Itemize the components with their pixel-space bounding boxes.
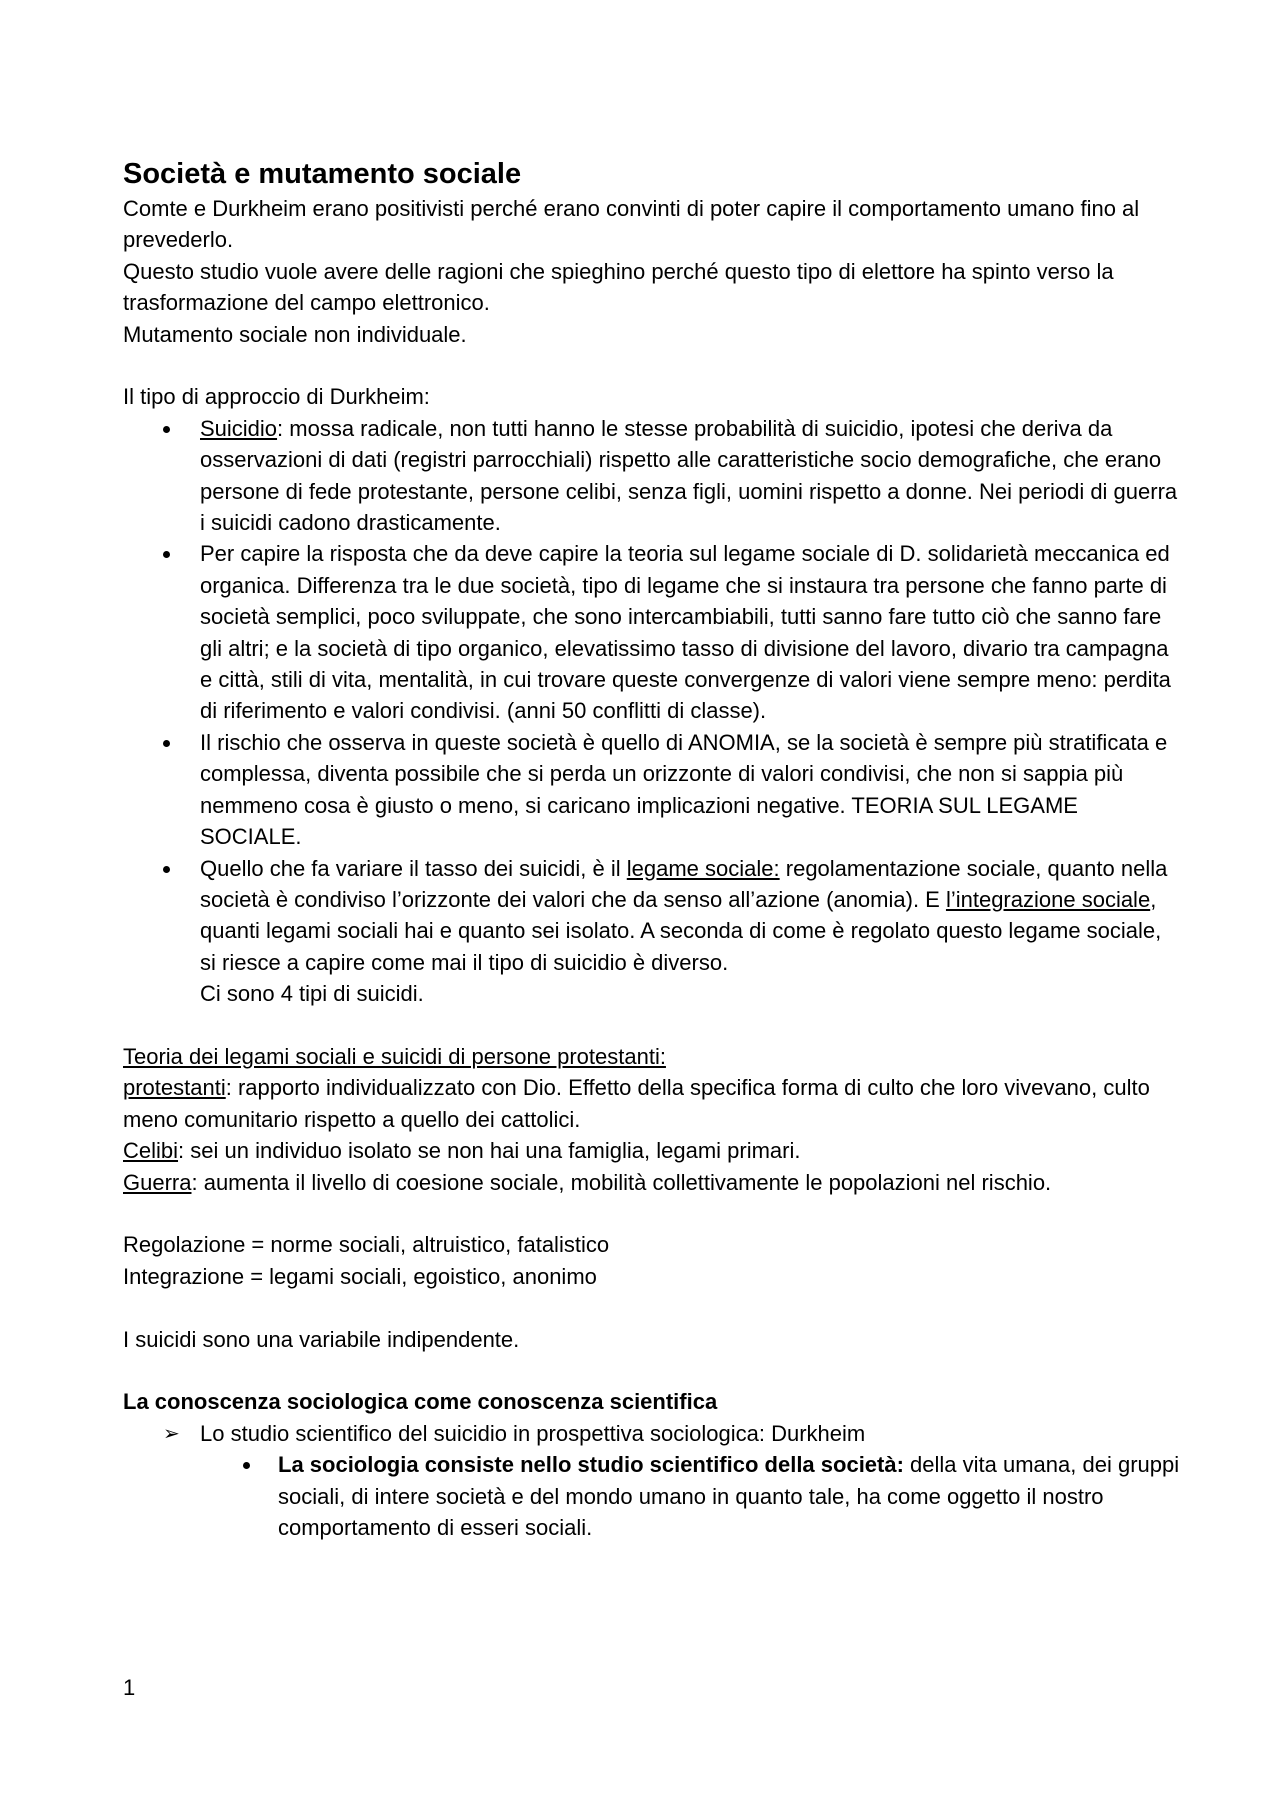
sub-list [123, 1449, 1183, 1543]
bullet-icon [163, 866, 170, 873]
approach-list [123, 413, 1183, 1010]
definition-line: Integrazione = legami sociali, egoistico, anonimo [123, 1263, 597, 1289]
page-number: 1 [123, 1675, 136, 1700]
list-item-text: regolamentazione sociale, quanto nella società è condiviso l’orizzonte dei valori che da senso all’azione (anomia). E [200, 855, 1168, 912]
sub-item-bold: La sociologia consiste nello studio scientifico della società: [278, 1452, 904, 1478]
term-integrazione-sociale: l’integrazione sociale [945, 886, 1151, 912]
arrow-list-item [123, 1418, 1183, 1449]
term-protestanti: protestanti [123, 1075, 226, 1101]
intro-paragraph: Comte e Durkheim erano positivisti perché erano convinti di poter capire il comportamento umano fino al prevederlo. [123, 196, 1140, 253]
intro-paragraph: Mutamento sociale non individuale. [123, 321, 467, 347]
list-item-text: Per capire la risposta che da deve capire la teoria sul legame sociale di D. solidarietà meccanica ed organica. Differenza tra le due società, tipo di legame che si instaura tra persone che fanno parte di società semplici, poco sviluppate, che sono intercambiabili, tutti sanno fare tutto ciò che sanno fare gli altri; e la società di tipo organico, elevatissimo tasso di divisione del lavoro, divario tra campagna e città, stili di vita, mentalità, in cui trovare queste convergenze di valori viene sempre meno: perdita di riferimento e valori condivisi. (anni 50 conflitti di classe). [200, 541, 1171, 724]
spacer [123, 350, 1183, 381]
theory-item-text: : aumenta il livello di coesione sociale, mobilità collettivamente le popolazioni nel rischio. [191, 1169, 1052, 1195]
spacer [123, 1355, 1183, 1386]
intro-paragraph: Questo studio vuole avere delle ragioni che spieghino perché questo tipo di elettore ha spinto verso la trasformazione del campo elettronico. [123, 258, 1114, 316]
document-title: Società e mutamento sociale [123, 158, 522, 190]
theory-item-text: : sei un individuo isolato se non hai una famiglia, legami primari. [178, 1138, 801, 1164]
term-celibi: Celibi [123, 1138, 179, 1164]
definition-line: Regolazione = norme sociali, altruistico, fatalistico [123, 1232, 610, 1258]
list-item-text: , quanti legami sociali hai e quanto sei isolato. A seconda di come è regolato questo legame sociale, si riesce a capire come mai il tipo di suicidio è diverso. [200, 886, 1162, 975]
term-legame-sociale: legame sociale: [626, 855, 780, 881]
list-item [200, 853, 1183, 1010]
variable-statement: I suicidi sono una variabile indipendente. [123, 1326, 520, 1352]
arrow-bullet-icon: ➢ [163, 1420, 180, 1445]
document-body [123, 157, 1183, 1543]
list-item-text: Quello che fa variare il tasso dei suicidi, è il [200, 855, 627, 881]
theory-item [123, 1072, 1183, 1135]
list-item [200, 727, 1183, 853]
bullet-icon [163, 551, 170, 558]
bullet-icon [163, 426, 170, 433]
bullet-icon [163, 740, 170, 747]
theory-item-text: : rapporto individualizzato con Dio. Effetto della specifica forma di culto che loro vivevano, culto meno comunitario rispetto a quello dei cattolici. [123, 1075, 1150, 1132]
term-guerra: Guerra [123, 1169, 192, 1195]
list-item-text: Ci sono 4 tipi di suicidi. [200, 981, 424, 1007]
sub-item-text: della vita umana, dei gruppi sociali, di intere società e del mondo umano in quanto tale, ha come oggetto il nostro comportamento di esseri sociali. [278, 1452, 1180, 1540]
theory-item [123, 1135, 1183, 1166]
spacer [123, 1010, 1183, 1041]
list-item-text: : mossa radicale, non tutti hanno le stesse probabilità di suicidio, ipotesi che deriva da osservazioni di dati (registri parrocchiali) rispetto alle caratteristiche socio demografiche, che erano persone di fede protestante, persone celibi, senza figli, uomini rispetto a donne. Nei periodi di guerra i suicidi cadono drasticamente. [200, 415, 1178, 536]
bullet-icon [243, 1462, 250, 1469]
section-heading: La conoscenza sociologica come conoscenza scientifica [123, 1389, 718, 1415]
arrow-item-text: Lo studio scientifico del suicidio in prospettiva sociologica: Durkheim [200, 1420, 866, 1446]
list-item [200, 413, 1183, 539]
list-item-text: Il rischio che osserva in queste società è quello di ANOMIA, se la società è sempre più stratificata e complessa, diventa possibile che si perda un orizzonte di valori condivisi, che non si sappia più nemmeno cosa è giusto o meno, si caricano implicazioni negative. TEORIA SUL LEGAME SOCIALE. [200, 729, 1168, 850]
term-suicidio: Suicidio [200, 415, 278, 441]
spacer [123, 1198, 1183, 1229]
list-item [200, 538, 1183, 726]
list-item [278, 1449, 1183, 1543]
approach-heading: Il tipo di approccio di Durkheim: [123, 384, 430, 410]
theory-item [123, 1167, 1183, 1198]
spacer [123, 1292, 1183, 1323]
theory-heading: Teoria dei legami sociali e suicidi di persone protestanti: [123, 1043, 666, 1069]
